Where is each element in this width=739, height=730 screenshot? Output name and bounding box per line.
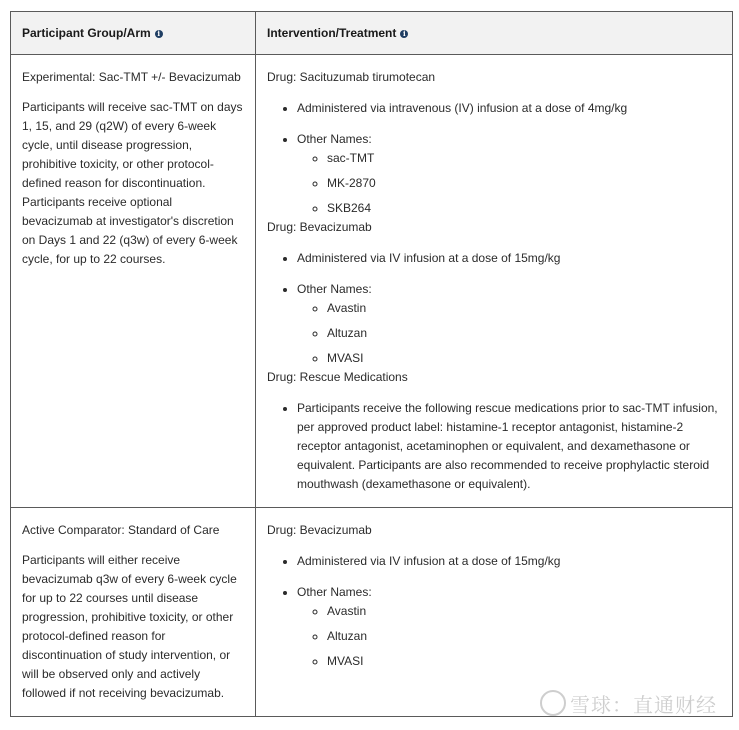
- other-names: [297, 280, 721, 368]
- info-icon[interactable]: i: [155, 30, 163, 38]
- table-row: [11, 508, 733, 717]
- watermark-text: 雪球：直通财经: [570, 693, 717, 717]
- info-icon[interactable]: i: [400, 30, 408, 38]
- other-name: ◦ Avastin: [327, 299, 721, 318]
- other-name: ◦ Altuzan: [327, 627, 721, 646]
- header-intervention: [256, 12, 733, 55]
- drug-block: [267, 218, 721, 368]
- drug-name: Drug: Rescue Medications: [267, 370, 408, 384]
- intervention-cell: [256, 508, 733, 717]
- watermark: [540, 689, 717, 718]
- header-intervention-label: Intervention/Treatment: [267, 26, 397, 40]
- drug-name: Drug: Bevacizumab: [267, 220, 372, 234]
- drug-admin: • Administered via IV infusion at a dose of 15mg/kg: [297, 249, 721, 268]
- table-row: [11, 55, 733, 508]
- arm-title: Active Comparator: Standard of Care: [22, 523, 220, 537]
- arm-description: Participants will receive sac-TMT on days 1, 15, and 29 (q2W) of every 6-week cycle, until disease progression, prohibitive toxicity, or other protocol-defined reason for discontinuation. Participants receive optional bevacizumab at investigator's discretion on Days 1 and 22 (q3w) of every 6-week cycle, for up to 22 courses.: [22, 100, 243, 266]
- header-participant-group-label: Participant Group/Arm: [22, 26, 151, 40]
- drug-admin: • Administered via IV infusion at a dose of 15mg/kg: [297, 552, 721, 571]
- other-name: ◦ sac-TMT: [327, 149, 721, 168]
- intervention-cell: [256, 55, 733, 508]
- drug-admin: • Administered via intravenous (IV) infusion at a dose of 4mg/kg: [297, 99, 721, 118]
- other-names: [297, 130, 721, 218]
- table-header-row: [11, 12, 733, 55]
- arm-cell: [11, 55, 256, 508]
- arm-description: Participants will either receive bevacizumab q3w of every 6-week cycle for up to 22 courses until disease progression, prohibitive toxicity, or other protocol-defined reason for discontinuation of study intervention, or will be observed only and actively followed if not receiving bevacizumab.: [22, 553, 237, 700]
- other-name: ◦ Altuzan: [327, 324, 721, 343]
- snowball-logo-icon: [540, 690, 566, 716]
- drug-block: [267, 521, 721, 671]
- other-names-label: Other Names:: [297, 282, 372, 296]
- other-names-label: Other Names:: [297, 585, 372, 599]
- other-names-label: Other Names:: [297, 132, 372, 146]
- arm-cell: [11, 508, 256, 717]
- drug-block: [267, 368, 721, 494]
- drug-admin: • Participants receive the following rescue medications prior to sac-TMT infusion, per approved product label: histamine-1 receptor antagonist, histamine-2 receptor antagonist, acetaminophen or equivalent, and dexamethasone or equivalent. Participants are also recommended to receive prophylactic steroid mouthwash (dexamethasone or equivalent).: [297, 399, 721, 494]
- drug-name: Drug: Bevacizumab: [267, 523, 372, 537]
- other-name: ◦ MVASI: [327, 652, 721, 671]
- drug-block: [267, 68, 721, 218]
- header-participant-group: [11, 12, 256, 55]
- arm-title: Experimental: Sac-TMT +/- Bevacizumab: [22, 70, 241, 84]
- other-name: ◦ MVASI: [327, 349, 721, 368]
- other-names: [297, 583, 721, 671]
- other-name: ◦ Avastin: [327, 602, 721, 621]
- drug-name: Drug: Sacituzumab tirumotecan: [267, 70, 436, 84]
- other-name: ◦ MK-2870: [327, 174, 721, 193]
- other-name: ◦ SKB264: [327, 199, 721, 218]
- arms-interventions-table: [10, 11, 733, 717]
